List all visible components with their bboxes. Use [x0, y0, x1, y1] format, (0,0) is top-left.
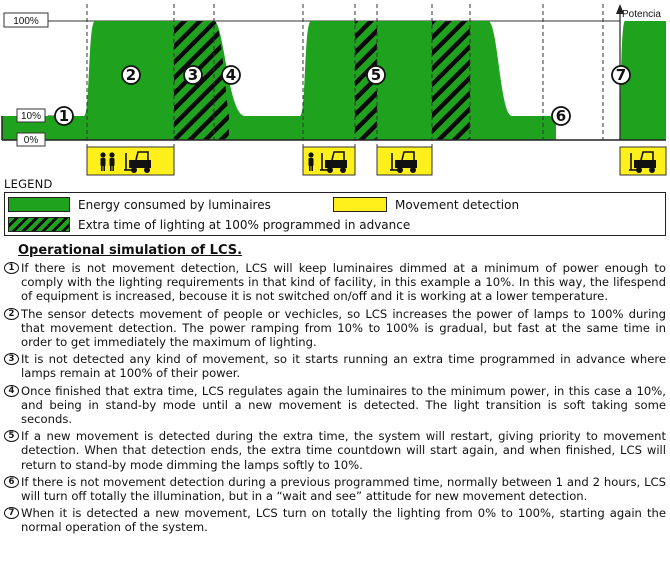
svg-text:5: 5	[370, 66, 382, 84]
energy-profile-diagram	[0, 0, 670, 178]
svg-text:2: 2	[125, 66, 137, 84]
description-item-2	[4, 307, 666, 350]
item-number: 5	[4, 430, 19, 442]
svg-text:4: 4	[225, 66, 237, 84]
svg-text:0%: 0%	[23, 135, 39, 146]
level-label-10	[17, 109, 45, 122]
item-text: The sensor detects movement of people or vechicles, so LCS increases the power of lamps to 100% during that movement detection. The power ramping from 10% to 100% is gradual, but fast at the same time in order to get immediately the maximum of lighting.	[21, 306, 666, 350]
marker-4	[222, 66, 240, 84]
svg-text:7: 7	[615, 66, 627, 84]
legend-title: LEGEND	[4, 177, 53, 191]
svg-text:1: 1	[58, 107, 70, 125]
item-number: 7	[4, 507, 19, 519]
item-number: 6	[4, 476, 19, 488]
legend-energy-label: Energy consumed by luminaires	[78, 197, 271, 212]
description-item-3	[4, 352, 666, 380]
description-title: Operational simulation of LCS.	[18, 243, 243, 258]
item-text: If there is not movement detection during a previous programmed time, normally between 1 and 2 hours, LCS will turn off totally the illumination, but in a “wait and see” attitude for new movement detection.	[21, 474, 666, 504]
svg-text:10%: 10%	[20, 111, 42, 122]
movement-swatch	[333, 197, 387, 212]
energy-swatch	[8, 197, 70, 212]
item-number: 3	[4, 353, 19, 365]
movement-detection-box-2	[303, 147, 355, 175]
description-item-1	[4, 261, 666, 304]
item-text: If there is not movement detection, LCS will keep luminaires dimmed at a minimum of power enough to comply with the lighting requirements in that kind of facility, in this example a 10%. In this way, the lifespend of equipment is increased, becouse it is not switched on/off and it is working at a lower temperature.	[21, 261, 666, 304]
item-text: It is not detected any kind of movement, so it starts running an extra time programmed in advance where lamps remain at 100% of their power.	[21, 352, 666, 381]
potencia-label: Potencia	[622, 9, 661, 20]
marker-6	[552, 107, 570, 125]
legend-item-energy	[8, 197, 271, 212]
movement-detection-box-3	[377, 147, 432, 175]
legend-item-extra-time	[8, 217, 410, 232]
legend-item-movement	[333, 197, 519, 212]
extra-time-swatch	[8, 217, 70, 232]
operational-description	[4, 243, 666, 538]
description-item-6	[4, 475, 666, 503]
item-number: 2	[4, 308, 19, 320]
svg-text:6: 6	[555, 107, 567, 125]
legend	[4, 192, 666, 236]
description-item-7	[4, 506, 666, 534]
level-label-0	[17, 133, 45, 146]
item-number: 1	[4, 262, 19, 274]
item-number: 4	[4, 385, 19, 397]
marker-5	[367, 66, 385, 84]
legend-extra-label: Extra time of lighting at 100% programmed in advance	[78, 217, 411, 232]
marker-1	[55, 107, 73, 125]
movement-detection-box-4	[620, 147, 666, 175]
item-text: If a new movement is detected during the extra time, the system will restart, giving priority to movement detection. When that detection ends, the extra time countdown will start again, and when finished, LCS will return to stand-by mode dimming the lamps softly to 10%.	[21, 429, 666, 472]
legend-movement-label: Movement detection	[395, 197, 520, 212]
marker-7	[612, 66, 630, 84]
marker-3	[184, 66, 202, 84]
svg-text:3: 3	[187, 66, 199, 84]
description-item-5	[4, 429, 666, 472]
svg-text:100%: 100%	[13, 16, 39, 27]
movement-detection-box-1	[87, 147, 174, 175]
description-item-4	[4, 384, 666, 427]
extra-time-region-3	[432, 21, 470, 140]
item-text: Once finished that extra time, LCS regulates again the luminaires to the minimum power, in this case a 10%, and being in stand-by mode until a new movement is detected. The light transition is soft taking some seconds.	[21, 383, 666, 427]
energy-curve	[2, 21, 556, 140]
marker-2	[122, 66, 140, 84]
level-label-100	[4, 13, 48, 27]
item-text: When it is detected a new movement, LCS turn on totally the lighting from 0% to 100%, starting again the normal operation of the system.	[21, 506, 666, 535]
